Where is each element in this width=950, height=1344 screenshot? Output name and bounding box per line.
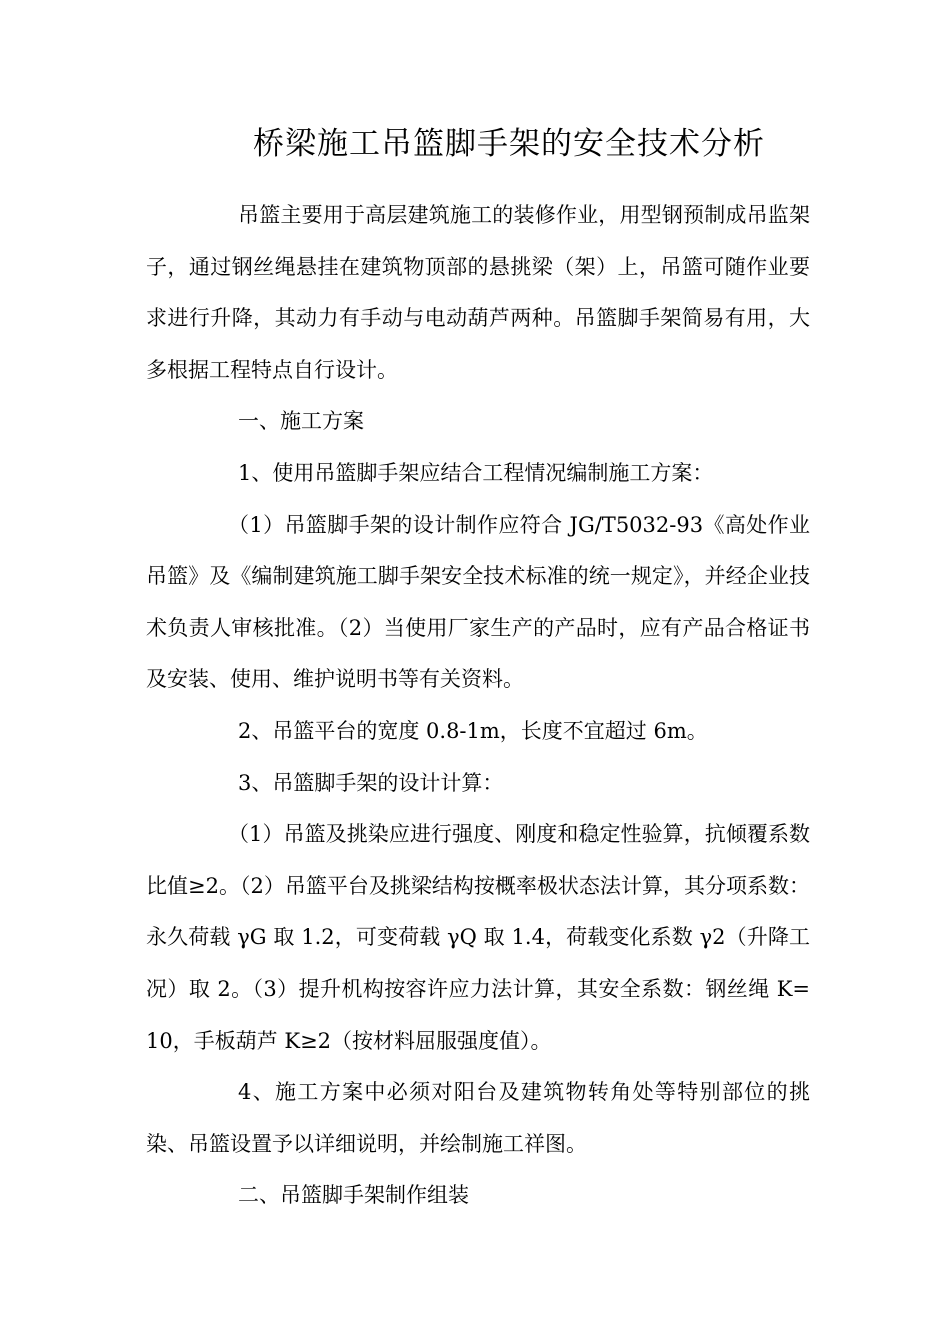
document-body: [146, 190, 810, 1222]
section-heading-construction-plan: 一、施工方案: [238, 409, 364, 434]
paragraph-item-2: 2、吊篮平台的宽度 0.8-1m，长度不宜超过 6m。: [238, 718, 708, 743]
paragraph-item-3-details: （1）吊篮及挑染应进行强度、刚度和稳定性验算，抗倾覆系数比值≥2。（2）吊篮平台及挑梁结构按概率极状态法计算，其分项系数：永久荷载 γG 取 1.2，可变荷载 γQ 取 1.4，荷载变化系数 γ2（升降工况）取 2。（3）提升机构按容许应力法计算，其安全系数：钢丝绳 K=10，手板葫芦 K≥2（按材料屈服强度值）。: [146, 822, 810, 1053]
paragraph-intro: 吊篮主要用于高层建筑施工的装修作业，用型钢预制成吊监架子，通过钢丝绳悬挂在建筑物顶部的悬挑梁（架）上，吊篮可随作业要求进行升降，其动力有手动与电动葫芦两种。吊篮脚手架简易有用，大多根据工程特点自行设计。: [146, 203, 810, 382]
paragraph-item-4: 4、施工方案中必须对阳台及建筑物转角处等特别部位的挑染、吊篮设置予以详细说明，并绘制施工祥图。: [146, 1080, 810, 1156]
document-title: 桥梁施工吊篮脚手架的安全技术分析: [253, 126, 765, 162]
section-heading-assembly: 二、吊篮脚手架制作组装: [238, 1183, 469, 1208]
paragraph-item-1-details: （1）吊篮脚手架的设计制作应符合 JG/T5032-93《高处作业吊篮》及《编制建筑施工脚手架安全技术标准的统一规定》，并经企业技术负责人审核批准。（2）当使用厂家生产的产品时，应有产品合格证书及安装、使用、维护说明书等有关资料。: [146, 512, 810, 692]
paragraph-item-1: 1、使用吊篮脚手架应结合工程情况编制施工方案：: [238, 460, 714, 485]
paragraph-item-3: 3、吊篮脚手架的设计计算：: [238, 770, 504, 795]
